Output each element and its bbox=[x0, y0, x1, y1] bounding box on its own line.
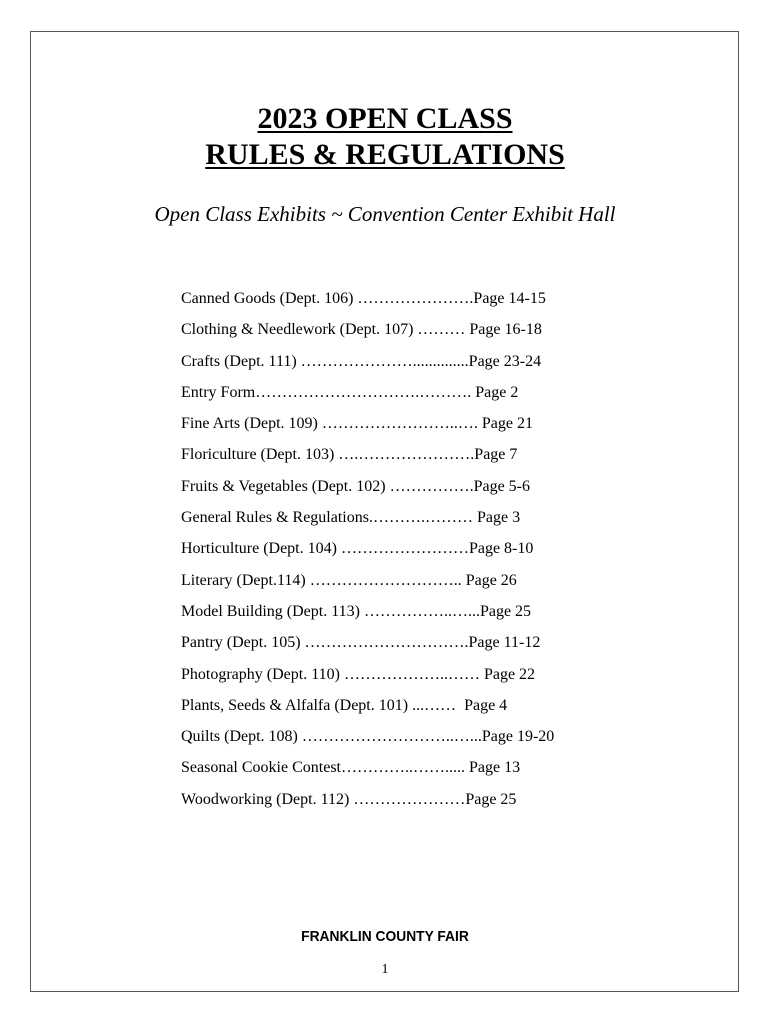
toc-entry-horticulture: Horticulture (Dept. 104) ……………………Page 8-10 bbox=[181, 540, 534, 558]
toc-entry-model-building: Model Building (Dept. 113) ……………..…...Page 25 bbox=[181, 602, 532, 620]
toc-entry-pantry: Pantry (Dept. 105) ………………………….Page 11-12 bbox=[181, 634, 541, 652]
page-title-line-1: 2023 OPEN CLASS bbox=[257, 102, 513, 135]
toc-entry-literary: Literary (Dept.114) ……………………….. Page 26 bbox=[181, 571, 517, 589]
page-footer: FRANKLIN COUNTY FAIR bbox=[301, 928, 469, 945]
page-subtitle: Open Class Exhibits ~ Convention Center Exhibit Hall bbox=[154, 202, 616, 226]
toc-entry-woodworking: Woodworking (Dept. 112) …………………Page 25 bbox=[181, 790, 517, 808]
toc-entry-fruits-vegetables: Fruits & Vegetables (Dept. 102) …………….Page 5-6 bbox=[181, 477, 530, 495]
toc-entry-floriculture: Floriculture (Dept. 103) ….………………….Page 7 bbox=[181, 446, 518, 464]
toc-entry-plants-seeds-alfalfa: Plants, Seeds & Alfalfa (Dept. 101) ...…… Page 4 bbox=[181, 696, 508, 714]
toc-entry-clothing-needlework: Clothing & Needlework (Dept. 107) ……… Page 16-18 bbox=[181, 321, 542, 339]
toc-entry-fine-arts: Fine Arts (Dept. 109) ……………………..…. Page 21 bbox=[181, 415, 533, 433]
toc-entry-quilts: Quilts (Dept. 108) ………………………..…...Page 19-20 bbox=[181, 728, 555, 746]
toc-entry-crafts: Crafts (Dept. 111) …………………..............Page 23-24 bbox=[181, 352, 542, 370]
toc-entry-general-rules: General Rules & Regulations.……….……… Page 3 bbox=[181, 509, 521, 527]
toc-entry-photography: Photography (Dept. 110) ………………..…… Page 22 bbox=[181, 665, 536, 683]
toc-entry-entry-form: Entry Form………………………….………. Page 2 bbox=[181, 383, 519, 401]
toc-entry-seasonal-cookie-contest: Seasonal Cookie Contest…………..……..... Page 13 bbox=[181, 759, 521, 777]
toc-entry-canned-goods: Canned Goods (Dept. 106) ………………….Page 14-15 bbox=[181, 290, 546, 307]
table-of-contents bbox=[181, 287, 554, 819]
page-number: 1 bbox=[381, 962, 389, 977]
page-title-line-2: RULES & REGULATIONS bbox=[205, 138, 565, 171]
